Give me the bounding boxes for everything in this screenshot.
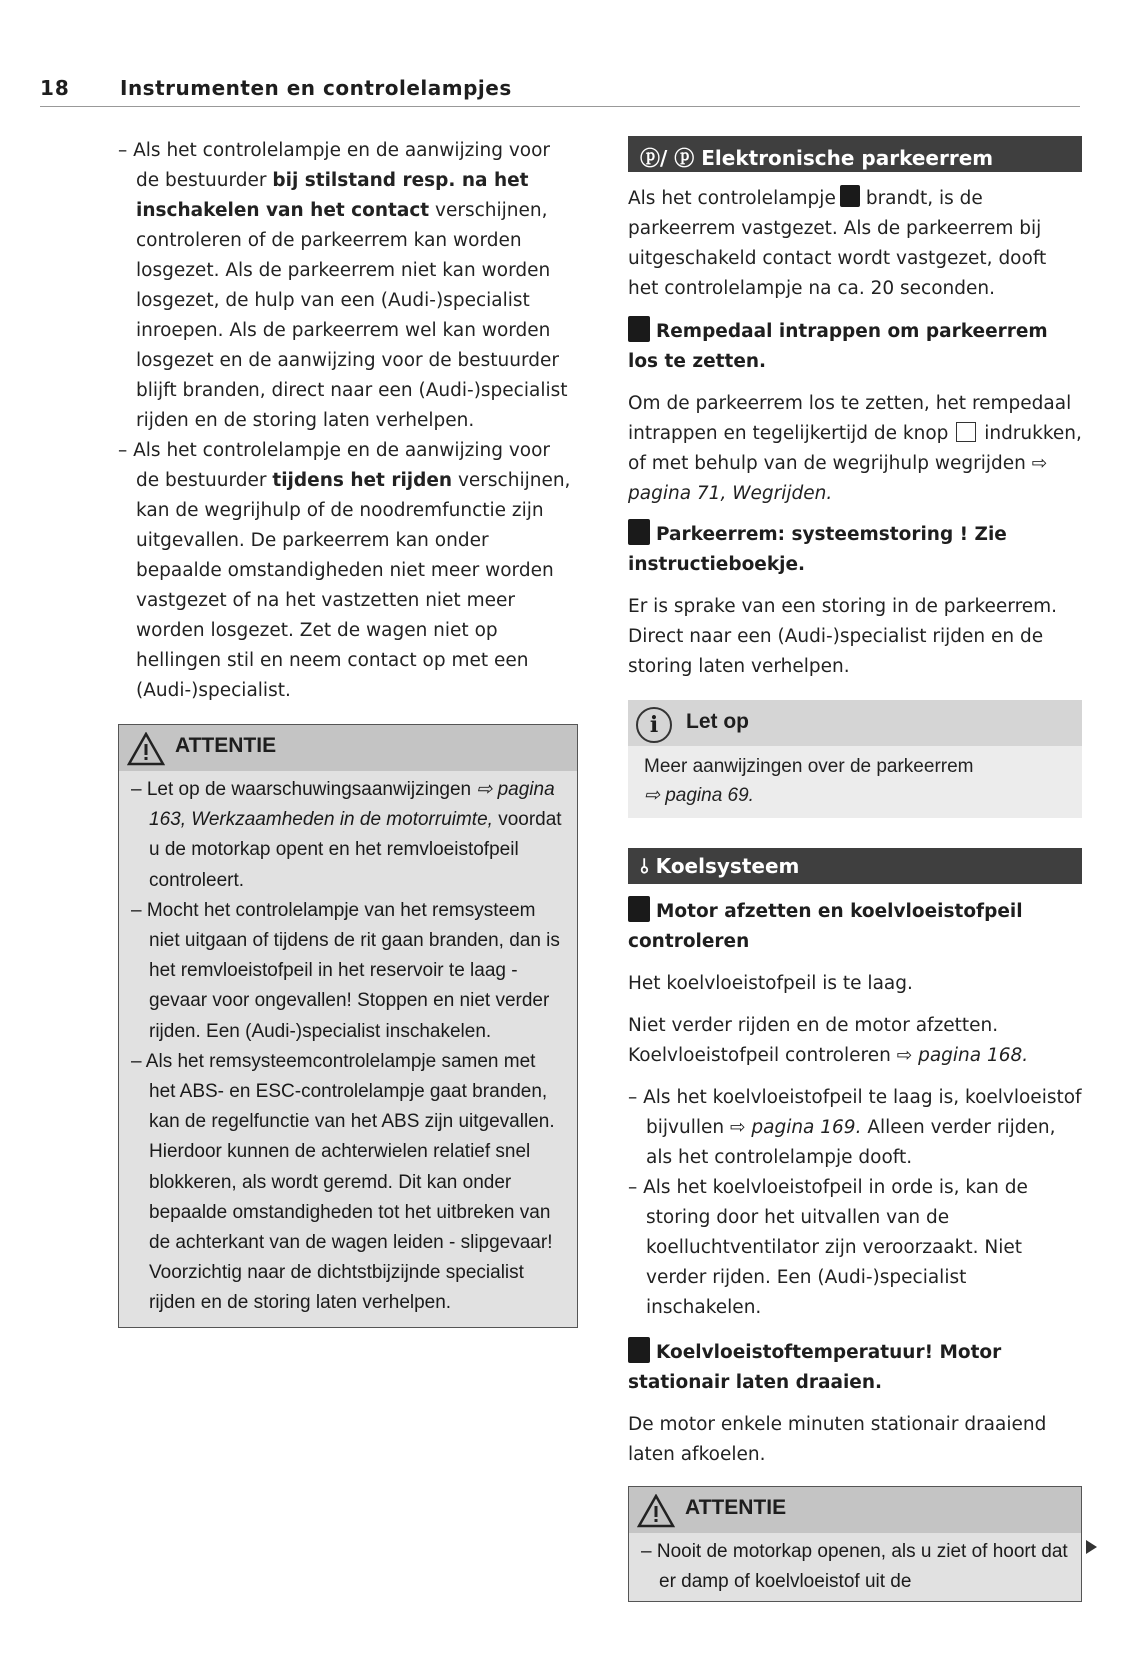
section-header-parking-brake — [628, 136, 1082, 172]
left-column — [118, 136, 578, 1328]
page-header — [40, 76, 1080, 107]
subheading-coolant-temp: Koelvloeistoftemperatuur! Motor stationair laten draaien. — [628, 1337, 1082, 1398]
note-text: Meer aanwijzingen over de parkeerrem ⇨ pagina 69. — [644, 756, 974, 806]
warning-triangle-icon — [637, 1494, 675, 1528]
coolant-icon: ⫰ — [640, 854, 649, 878]
continue-arrow-icon — [1086, 1540, 1097, 1554]
warning-body — [119, 771, 577, 1327]
note-box — [628, 700, 1082, 818]
page-number: 18 — [40, 76, 70, 100]
warning-lamp-icon — [628, 896, 650, 922]
section-title: Koelsysteem — [655, 854, 800, 878]
warning-item: – Als het remsysteemcontrolelampje samen met het ABS- en ESC-controlelampje gaat branden, kan de regelfunctie van het ABS zijn uitgevallen. Hierdoor kunnen de achterwielen relatief snel blokkeren, als wordt geremd. Dit kan onder bepaalde omstandigheden tot het uitbreken van de achterkant van de wagen leiden - slipgevaar! Voorzichtig naar de dichtstbijzijnde specialist rijden en de storing laten verhelpen. — [131, 1050, 555, 1314]
warning-header — [119, 725, 577, 771]
warning-header — [629, 1487, 1081, 1533]
bullet-refill: – Als het koelvloeistofpeil te laag is, koelvloeistof bijvullen ⇨ pagina 169. Alleen verder rijden, als het controlelampje dooft. — [628, 1087, 1082, 1168]
info-icon: i — [636, 707, 672, 743]
right-column — [628, 136, 1082, 1602]
warning-title: ATTENTIE — [685, 1496, 787, 1519]
warning-lamp-icon — [628, 316, 650, 342]
warning-lamp-icon — [628, 1337, 650, 1363]
warning-item: – Mocht het controlelampje van het remsysteem niet uitgaan of tijdens de rit gaan branden, dan is het remvloeistofpeil in het reservoir te laag - gevaar voor ongevallen! Stoppen en niet verder rijden. Een (Audi-)specialist inschakelen. — [131, 899, 560, 1042]
parking-button-icon — [956, 422, 976, 442]
warning-item: – Let op de waarschuwingsaanwijzingen ⇨ pagina 163, Werkzaamheden in de motorruimte, voordat u de motorkap opent en het remvloeistofpeil controleert. — [131, 779, 562, 891]
warning-triangle-icon — [127, 732, 165, 766]
paragraph-parking-brake: Als het controlelampje brandt, is de parkeerrem vastgezet. Als de parkeerrem bij uitgeschakeld contact wordt vastgezet, dooft het controlelampje na ca. 20 seconden. — [628, 184, 1082, 304]
subheading-engine-off: Motor afzetten en koelvloeistofpeil controleren — [628, 896, 1082, 957]
paragraph-fault: Er is sprake van een storing in de parkeerrem. Direct naar een (Audi-)specialist rijden en de storing laten verhelpen. — [628, 596, 1058, 677]
paragraph-coolant-low: Het koelvloeistofpeil is te laag. — [628, 973, 913, 994]
paragraph-stop-driving: Niet verder rijden en de motor afzetten. Koelvloeistofpeil controleren ⇨ pagina 168. — [628, 1015, 1029, 1066]
chapter-title: Instrumenten en controlelampjes — [120, 76, 512, 100]
parking-brake-fault-icon — [628, 519, 650, 545]
subheading-brake-pedal: Rempedaal intrappen om parkeerrem los te zetten. — [628, 316, 1082, 377]
paragraph-driving: – Als het controlelampje en de aanwijzing voor de bestuurder tijdens het rijden verschijnen, kan de wegrijhulp of de noodremfunctie zijn uitgevallen. De parkeerrem kan onder bepaalde omstandigheden niet meer worden vastgezet of na het vastzetten niet meer worden losgezet. Zet de wagen niet op hellingen stil en neem contact op met een (Audi-)specialist. — [118, 440, 571, 701]
warning-box-coolant — [628, 1486, 1082, 1602]
paragraph-release: Om de parkeerrem los te zetten, het rempedaal intrappen en tegelijkertijd de knop indrukken, of met behulp van de wegrijhulp wegrijden ⇨ pagina 71, Wegrijden. — [628, 393, 1082, 504]
note-header — [628, 700, 1082, 746]
warning-item: – Nooit de motorkap openen, als u ziet of hoort dat er damp of koelvloeistof uit de — [641, 1541, 1068, 1593]
paragraph-idle: De motor enkele minuten stationair draaiend laten afkoelen. — [628, 1414, 1047, 1465]
warning-lamp-icon — [840, 185, 860, 207]
warning-box-brake — [118, 724, 578, 1328]
paragraph-standstill: – Als het controlelampje en de aanwijzing voor de bestuurder bij stilstand resp. na het inschakelen van het contact verschijnen, controleren of de parkeerrem kan worden losgezet. Als de parkeerrem niet kan worden losgezet, de hulp van een (Audi-)specialist inroepen. Als de parkeerrem wel kan worden losgezet en de aanwijzing voor de bestuurder blijft branden, direct naar een (Audi-)specialist rijden en de storing laten verhelpen. — [118, 140, 568, 431]
bullet-fan-failure: – Als het koelvloeistofpeil in orde is, kan de storing door het uitvallen van de koelluchtventilator zijn veroorzaakt. Niet verder rijden. Een (Audi-)specialist inschakelen. — [628, 1177, 1028, 1318]
subheading-system-fault: Parkeerrem: systeemstoring ! Zie instructieboekje. — [628, 519, 1082, 580]
warning-title: ATTENTIE — [175, 734, 277, 757]
note-title: Let op — [686, 710, 749, 733]
section-header-cooling — [628, 848, 1082, 884]
parking-brake-icons: ⓟ/ ⓟ — [640, 146, 695, 170]
section-title: Elektronische parkeerrem — [701, 146, 994, 170]
